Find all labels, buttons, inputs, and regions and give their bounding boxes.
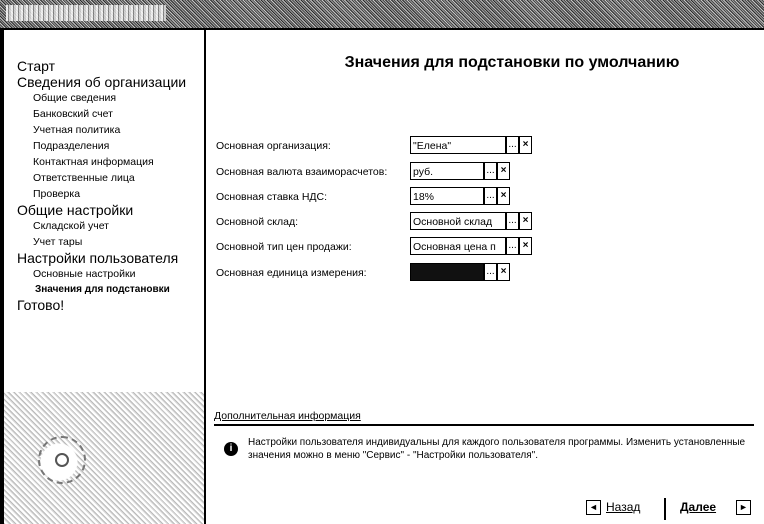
field-label: Основной тип цен продажи: [216,241,352,253]
sidebar-nav [17,58,186,313]
price-type-field[interactable]: Основная цена п [410,237,506,255]
select-button[interactable]: ... [506,237,519,255]
sidebar-item-start[interactable]: Старт [17,58,56,74]
clear-button[interactable]: × [519,237,532,255]
sidebar-item-check[interactable]: Проверка [33,188,81,200]
sidebar-item-basic-settings[interactable]: Основные настройки [33,268,136,280]
select-button[interactable]: ... [506,136,519,154]
gear-icon [38,436,86,484]
back-button[interactable]: Назад [606,500,641,514]
clear-button[interactable]: × [497,263,510,281]
field-label: Основной склад: [216,216,299,228]
sidebar-item-general-info[interactable]: Общие сведения [33,92,117,104]
sidebar-item-containers[interactable]: Учет тары [33,236,83,248]
clear-button[interactable]: × [519,212,532,230]
sidebar-item-default-values[interactable]: Значения для подстановки [35,284,170,295]
sidebar-decoration [4,392,204,524]
vat-rate-field[interactable]: 18% [410,187,484,205]
info-text: Настройки пользователя индивидуальны для каждого пользователя программы. Изменить установленные значения можно в меню "Сервис" - "Настройки пользователя". [248,437,746,461]
select-button[interactable]: ... [484,162,497,180]
select-button[interactable]: ... [506,212,519,230]
clear-button[interactable]: × [497,187,510,205]
title-bar [0,0,764,30]
page-title: Значения для подстановки по умолчанию [344,54,680,71]
currency-field[interactable]: руб. [410,162,484,180]
sidebar-item-warehouse[interactable]: Складской учет [33,220,109,232]
window-title [6,5,166,21]
organization-field[interactable]: "Елена" [410,136,506,154]
info-title: Дополнительная информация [214,410,754,426]
warehouse-field[interactable]: Основной склад [410,212,506,230]
sidebar-item-accounting-policy[interactable]: Учетная политика [33,124,121,136]
footer [206,498,764,516]
main-panel [206,30,764,524]
sidebar-item-organization[interactable]: Сведения об организации [17,74,187,90]
field-label: Основная ставка НДС: [216,191,328,203]
next-arrow-icon[interactable]: ► [736,500,751,515]
info-icon: i [224,442,238,456]
next-button[interactable]: Далее [680,500,717,514]
footer-divider [664,498,666,520]
clear-button[interactable]: × [497,162,510,180]
sidebar-item-bank-account[interactable]: Банковский счет [33,108,113,120]
select-button[interactable]: ... [484,187,497,205]
field-label: Основная валюта взаиморасчетов: [216,166,388,178]
field-label: Основная организация: [216,140,331,152]
field-label: Основная единица измерения: [216,267,367,279]
sidebar-item-general-settings[interactable]: Общие настройки [17,202,134,218]
sidebar-item-user-settings[interactable]: Настройки пользователя [17,250,179,266]
select-button[interactable]: ... [484,263,497,281]
sidebar [4,30,206,524]
unit-field[interactable] [410,263,484,281]
sidebar-item-departments[interactable]: Подразделения [33,140,110,152]
back-arrow-icon[interactable]: ◄ [586,500,601,515]
sidebar-item-responsible-persons[interactable]: Ответственные лица [33,172,135,184]
info-section [214,410,754,461]
sidebar-item-contact-info[interactable]: Контактная информация [33,156,154,168]
clear-button[interactable]: × [519,136,532,154]
sidebar-item-done[interactable]: Готово! [17,297,65,313]
